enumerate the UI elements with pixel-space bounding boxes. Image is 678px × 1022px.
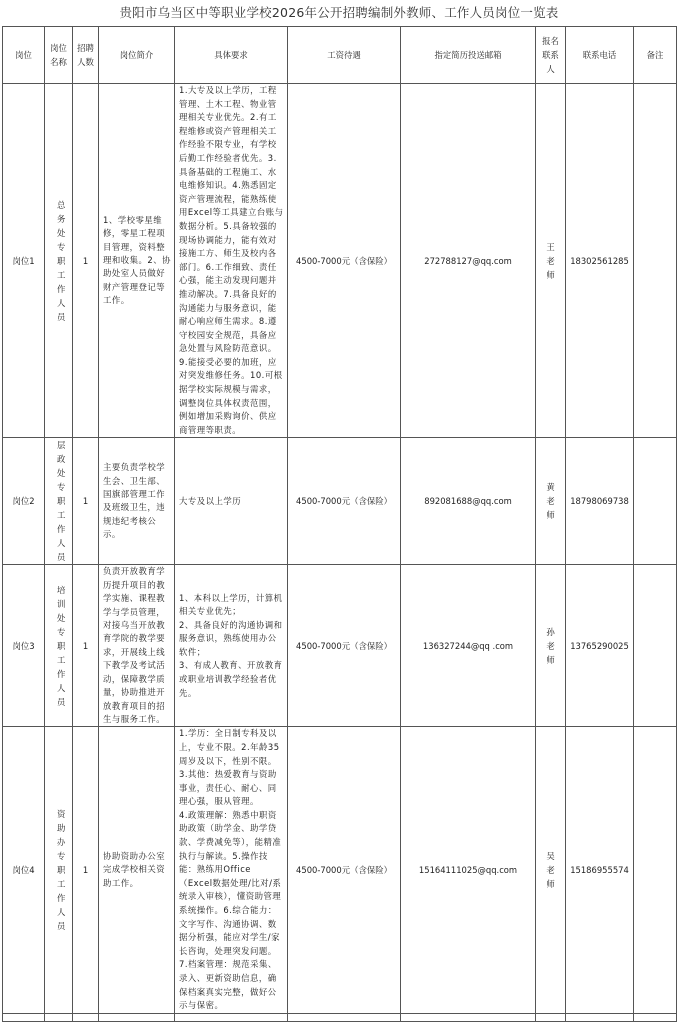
cell-post-name: 层政处专职工作人员 (45, 438, 73, 565)
header-post-name: 岗位名称 (45, 27, 73, 84)
cell-count: 1 (73, 84, 99, 438)
positions-table (2, 26, 677, 1022)
header-count: 招聘人数 (73, 27, 99, 84)
cell-intro: 主要负责学校学生会、卫生部、国旗部管理工作及班级卫生，违规违纪考核公示。 (99, 438, 175, 565)
cell-remark (634, 438, 677, 565)
cell-contact: 孙老师 (536, 565, 566, 727)
cell-requirements: 1.大专及以上学历，工程管理、土木工程、物业管理相关专业优先。2.有工程维修或资产管理相关工作经验不限专业，有学校后勤工作经验者优先。3.具备基础的工程施工、水电维修知识。4.熟悉固定资产管理流程，能熟练使用Excel等工具建立台账与数据分析。5.具备较强的现场协调能力，能有效对接施工方、师生及校内各部门。6.工作细致、责任心强，能主动发现问题并推动解决。7.具备良好的沟通能力与服务意识，能耐心响应师生需求。8.遵守校园安全规范，具备应急处置与风险防范意识。9.能接受必要的加班，应对突发维修任务。10.可根据学校实际规模与需求，调整岗位具体权责范围，例如增加采购询价、供应商管理等职责。 (175, 84, 288, 438)
cell-email: 892081688@qq.com (401, 438, 536, 565)
cell-post-name: 总务处专职工作人员 (45, 84, 73, 438)
cell-email: 272788127@qq.com (401, 84, 536, 438)
table-row (3, 565, 677, 727)
cell-phone: 13765290025 (566, 565, 634, 727)
cell-remark (634, 565, 677, 727)
cell-email: 15164111025@qq.com (401, 727, 536, 1013)
cell-salary: 4500-7000元（含保险） (288, 565, 401, 727)
cell-post: 岗位2 (3, 438, 45, 565)
cell-requirements: 1.学历：全日制专科及以上，专业不限。2.年龄35周岁及以下，性别不限。3.其他：热爱教育与资助事业，责任心、耐心、同理心强，服从管理。 4.政策理解：熟悉中职资助政策（助学金、助学贷款、学费减免等），能精准执行与解读。5.操作技能：熟练用Office（Excel数据处理/比对/系统录入审核），懂资助管理系统操作。6.综合能力：文字写作、沟通协调、数据分析强，能应对学生/家长咨询，处理突发问题。7.档案管理：规范采集、录入、更新资助信息，确保档案真实完整，做好公示与保密。 (175, 727, 288, 1013)
table-row (3, 84, 677, 438)
cell-email: 136327244@qq .com (401, 565, 536, 727)
cell-post-name: 培训处专职工作人员 (45, 565, 73, 727)
header-row (3, 27, 677, 84)
header-email: 指定简历投送邮箱 (401, 27, 536, 84)
header-phone: 联系电话 (566, 27, 634, 84)
cell-phone: 18798069738 (566, 438, 634, 565)
cell-requirements: 大专及以上学历 (175, 438, 288, 565)
cell-intro: 协助资助办公室完成学校相关资助工作。 (99, 727, 175, 1013)
header-intro: 岗位简介 (99, 27, 175, 84)
cell-post: 岗位1 (3, 84, 45, 438)
table-row (3, 727, 677, 1013)
cell-remark (634, 727, 677, 1013)
cell-intro: 1、学校零星维修，零星工程项目管理，资料整理和收集。2、协助处室人员做好财产管理登记等工作。 (99, 84, 175, 438)
header-salary: 工资待遇 (288, 27, 401, 84)
header-requirements: 具体要求 (175, 27, 288, 84)
page-title: 贵阳市乌当区中等职业学校2026年公开招聘编制外教师、工作人员岗位一览表 (119, 5, 559, 20)
cell-remark (634, 84, 677, 438)
header-contact: 报名联系人 (536, 27, 566, 84)
cell-salary: 4500-7000元（含保险） (288, 438, 401, 565)
cell-post: 岗位4 (3, 727, 45, 1013)
cell-phone: 18302561285 (566, 84, 634, 438)
header-post: 岗位 (3, 27, 45, 84)
cell-count: 1 (73, 727, 99, 1013)
cell-post: 岗位3 (3, 565, 45, 727)
cell-intro: 负责开放教育学历提升项目的教学实施、课程教学与学员管理，对接乌当开放教育学院的教学要求，开展线上线下教学及考试活动，保障教学质量，协助推进开放教育项目的招生与服务工作。 (99, 565, 175, 727)
header-remark: 备注 (634, 27, 677, 84)
cell-salary: 4500-7000元（含保险） (288, 727, 401, 1013)
table-row-partial (3, 1013, 677, 1021)
cell-count: 1 (73, 565, 99, 727)
cell-contact: 黄老师 (536, 438, 566, 565)
table-row (3, 438, 677, 565)
cell-post-name: 资助办专职工作人员 (45, 727, 73, 1013)
cell-phone: 15186955574 (566, 727, 634, 1013)
cell-contact: 吴老师 (536, 727, 566, 1013)
cell-count: 1 (73, 438, 99, 565)
cell-contact: 王老师 (536, 84, 566, 438)
cell-requirements: 1、本科以上学历，计算机相关专业优先； 2、具备良好的沟通协调和服务意识，熟练使用办公软件； 3、有成人教育、开放教育或职业培训教学经验者优先。 (175, 565, 288, 727)
cell-salary: 4500-7000元（含保险） (288, 84, 401, 438)
